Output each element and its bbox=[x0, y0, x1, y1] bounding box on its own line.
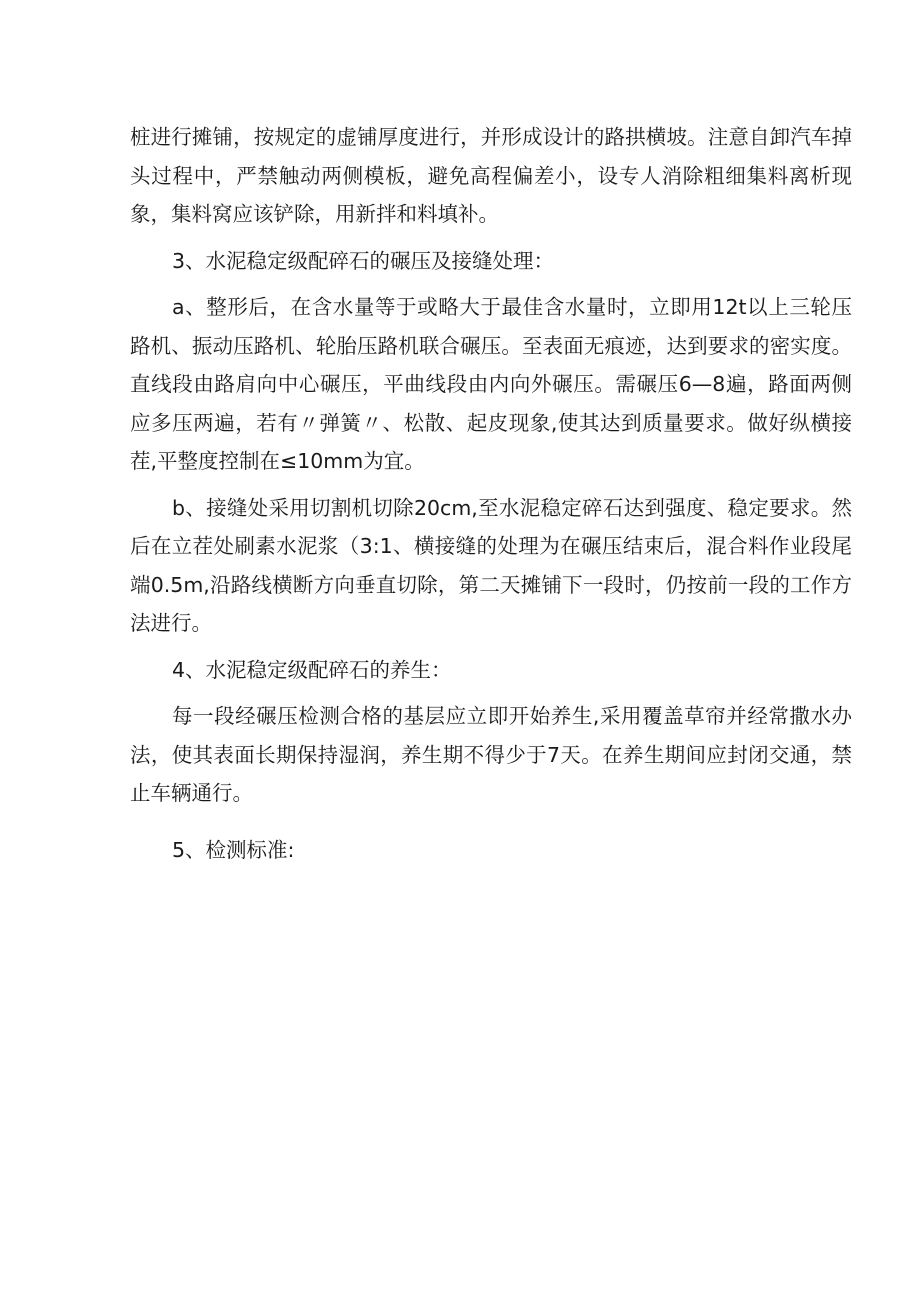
paragraph-item-b: b、接缝处采用切割机切除20cm,至水泥稳定碎石达到强度、稳定要求。然后在立茬处刷素水泥浆（3:1、横接缝的处理为在碾压结束后，混合料作业段尾端0.5m,沿路线横断方向垂直切除，第二天摊铺下一段时，仍按前一段的工作方法进行。 bbox=[130, 495, 852, 635]
section-heading-5: 5、检测标准: bbox=[172, 837, 295, 862]
section-heading-4: 4、水泥稳定级配碎石的养生： bbox=[172, 657, 452, 682]
section-heading-3: 3、水泥稳定级配碎石的碾压及接缝处理： bbox=[172, 248, 555, 273]
paragraph-item-a: a、整形后，在含水量等于或略大于最佳含水量时，立即用12t以上三轮压路机、振动压路机、轮胎压路机联合碾压。至表面无痕迹，达到要求的密实度。直线段由路肩向中心碾压，平曲线段由内向外碾压。需碾压6—8遍，路面两侧应多压两遍，若有〃弹簧〃、松散、起皮现象,使其达到质量要求。做好纵横接茬,平整度控制在≤10mm为宜。 bbox=[130, 295, 852, 473]
paragraph-curing: 每一段经碾压检测合格的基层应立即开始养生,采用覆盖草帘并经常撒水办法，使其表面长期保持湿润，养生期不得少于7天。在养生期间应封闭交通，禁止车辆通行。 bbox=[130, 704, 852, 805]
document-body bbox=[130, 118, 852, 879]
paragraph-paving: 桩进行摊铺，按规定的虚铺厚度进行，并形成设计的路拱横坡。注意自卸汽车掉头过程中，严禁触动两侧模板，避免高程偏差小，设专人消除粗细集料离析现象，集料窝应该铲除，用新拌和料填补。 bbox=[130, 125, 852, 226]
